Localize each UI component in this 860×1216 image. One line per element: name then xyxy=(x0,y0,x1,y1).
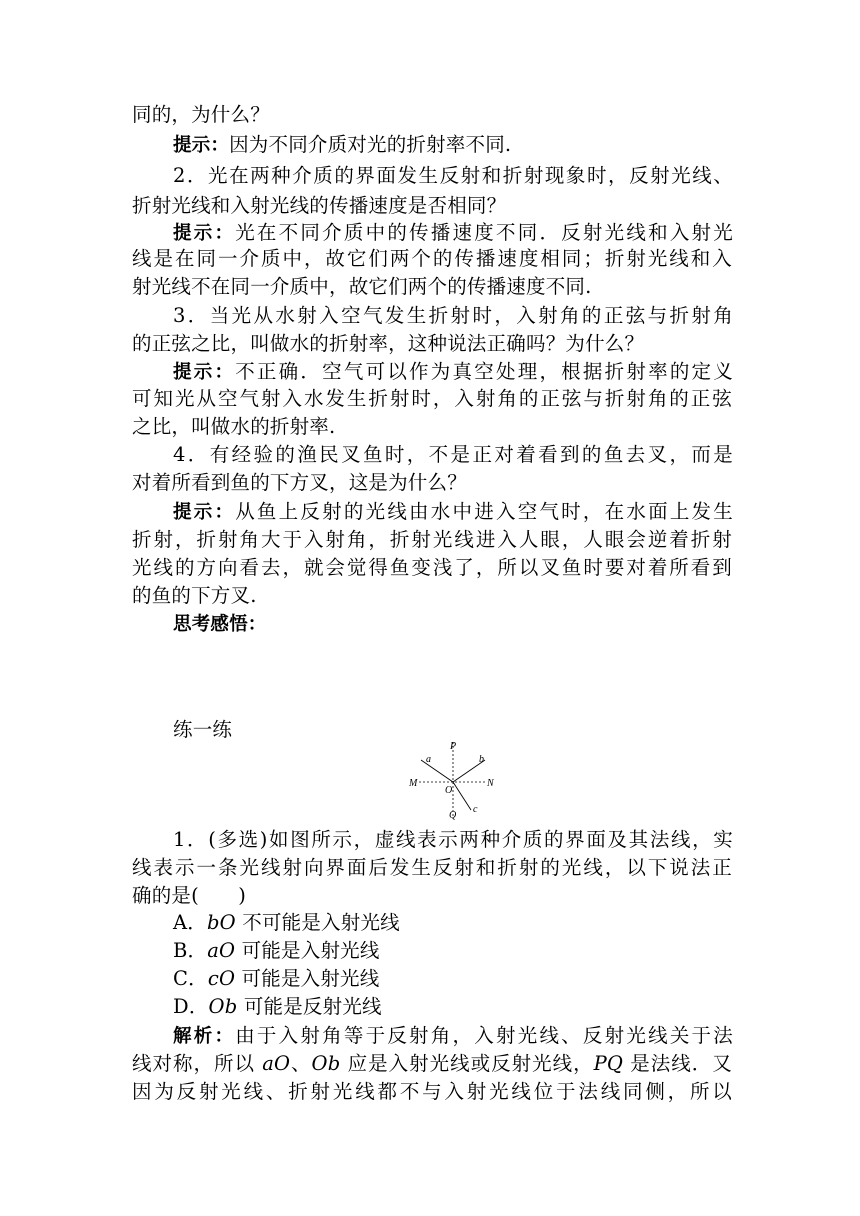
question-line: 4．有经验的渔民叉鱼时，不是正对着看到的鱼去叉，而是 xyxy=(173,443,733,466)
question-stem: 确的是( ) xyxy=(132,884,247,907)
option-b: B．aO 可能是入射光线 xyxy=(173,939,380,962)
text-line: 之比，叫做水的折射率. xyxy=(132,415,336,438)
label-m: M xyxy=(409,778,418,789)
hint-line: 提示：光在不同介质中的传播速度不同．反射光线和入射光 xyxy=(173,221,733,244)
text-line: 的鱼的下方叉. xyxy=(132,584,257,607)
hint-line: 提示：从鱼上反射的光线由水中进入空气时，在水面上发生 xyxy=(173,500,733,523)
text-line: 可知光从空气射入水发生折射时，入射角的正弦与折射角的正弦 xyxy=(132,387,732,410)
text-line: 线是在同一介质中，故它们两个的传播速度相同；折射光线和入 xyxy=(132,247,732,270)
answer-line: 因为反射光线、折射光线都不与入射光线位于法线同侧，所以 xyxy=(132,1080,732,1103)
label-p: P xyxy=(450,741,457,752)
question-stem: 线表示一条光线射向界面后发生反射和折射的光线，以下说法正 xyxy=(132,856,732,879)
option-d: D．Ob 可能是反射光线 xyxy=(173,995,382,1018)
text-line: 对着所看到鱼的下方叉，这是为什么？ xyxy=(132,471,467,494)
answer-line: 线对称，所以 aO、Ob 应是入射光线或反射光线，PQ 是法线．又 xyxy=(132,1052,733,1075)
text-line: 折射光线和入射光线的传播速度是否相同？ xyxy=(132,194,507,217)
hint-line: 提示：因为不同介质对光的折射率不同. xyxy=(173,133,512,156)
practice-heading: 练一练 xyxy=(173,718,233,741)
refraction-diagram xyxy=(405,738,505,822)
label-c: c xyxy=(473,804,478,815)
option-a: A．bO 不可能是入射光线 xyxy=(173,911,400,934)
answer-label: 解析： xyxy=(173,1026,236,1047)
hint-label: 提示： xyxy=(173,502,236,523)
text-line: 折射，折射角大于入射角，折射光线进入人眼，人眼会逆着折射 xyxy=(132,528,732,551)
question-stem: 1．(多选)如图所示，虚线表示两种介质的界面及其法线，实 xyxy=(173,828,733,851)
text-line: 同的，为什么？ xyxy=(132,103,270,126)
label-a: a xyxy=(426,754,431,765)
label-q: Q xyxy=(449,810,457,821)
text-line: 射光线不在同一介质中，故它们两个的传播速度不同. xyxy=(132,275,592,298)
reflection-heading: 思考感悟： xyxy=(173,614,267,635)
hint-label: 提示： xyxy=(173,135,230,156)
label-o: O xyxy=(445,785,453,796)
label-n: N xyxy=(487,778,494,789)
hint-label: 提示： xyxy=(173,223,236,244)
text-line: 的正弦之比，叫做水的折射率，这种说法正确吗？为什么？ xyxy=(132,332,645,355)
text-line: 光线的方向看去，就会觉得鱼变浅了，所以叉鱼时要对着所看到 xyxy=(132,556,732,579)
hint-label: 提示： xyxy=(173,362,236,383)
hint-line: 提示：不正确．空气可以作为真空处理，根据折射率的定义 xyxy=(173,360,733,383)
option-c: C．cO 可能是入射光线 xyxy=(173,967,380,990)
ray-c xyxy=(453,782,471,810)
question-line: 3．当光从水射入空气发生折射时，入射角的正弦与折射角 xyxy=(173,304,733,327)
question-line: 2．光在两种介质的界面发生反射和折射现象时，反射光线、 xyxy=(173,164,733,187)
label-b: b xyxy=(479,754,484,765)
answer-line: 解析：由于入射角等于反射角，入射光线、反射光线关于法 xyxy=(173,1024,733,1047)
